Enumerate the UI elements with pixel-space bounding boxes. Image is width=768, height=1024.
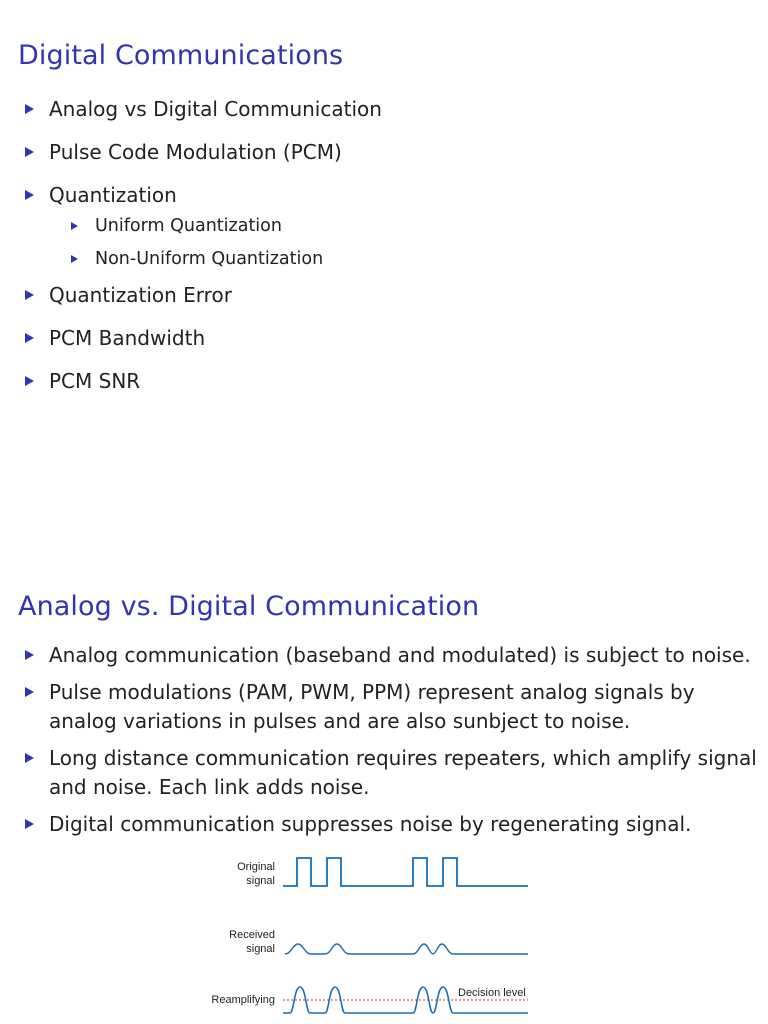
bullet-triangle-icon xyxy=(25,333,34,343)
bullet-item: Quantization Error xyxy=(25,281,382,310)
bullet-triangle-icon xyxy=(25,376,34,386)
original-signal-label-line2: signal xyxy=(246,875,275,887)
bullet-item: Quantization Uniform Quantization Non-Uniform Quantization xyxy=(25,181,382,271)
original-signal-label-line1: Original xyxy=(237,861,275,873)
bullet-item: Pulse Code Modulation (PCM) xyxy=(25,138,382,167)
bullet-list xyxy=(25,641,768,847)
bullet-item: Digital communication suppresses noise by regenerating signal. xyxy=(25,810,768,839)
reamplifying-label: Reamplifying xyxy=(211,994,275,1006)
received-signal-waveform xyxy=(285,944,528,954)
bullet-item: Analog vs Digital Communication xyxy=(25,95,382,124)
slide-title: Analog vs. Digital Communication xyxy=(18,591,480,622)
bullet-triangle-icon xyxy=(25,190,34,200)
slide-title: Digital Communications xyxy=(18,40,344,71)
bullet-triangle-icon xyxy=(25,753,34,763)
decision-level-label: Decision level xyxy=(458,987,526,999)
outline-list xyxy=(25,95,382,410)
bullet-triangle-icon xyxy=(71,255,78,263)
bullet-triangle-icon xyxy=(25,290,34,300)
sub-bullet-item: Uniform Quantization xyxy=(71,214,382,238)
bullet-triangle-icon xyxy=(25,819,34,829)
bullet-item: Analog communication (baseband and modulated) is subject to noise. xyxy=(25,641,768,670)
bullet-item: PCM SNR xyxy=(25,367,382,396)
sub-bullet-list xyxy=(71,214,382,271)
signal-diagram xyxy=(195,850,540,1024)
received-signal-label-line2: signal xyxy=(246,943,275,955)
bullet-triangle-icon xyxy=(25,687,34,697)
bullet-item: PCM Bandwidth xyxy=(25,324,382,353)
bullet-triangle-icon xyxy=(25,147,34,157)
signal-regeneration-figure xyxy=(195,850,540,1024)
bullet-item: Pulse modulations (PAM, PWM, PPM) represent analog signals by analog variations in pulses and are also sunbject to noise. xyxy=(25,678,768,736)
bullet-item: Long distance communication requires repeaters, which amplify signal and noise. Each link adds noise. xyxy=(25,744,768,802)
bullet-triangle-icon xyxy=(71,222,78,230)
original-signal-waveform xyxy=(283,858,528,886)
slide-analog-vs-digital xyxy=(0,540,768,1024)
bullet-triangle-icon xyxy=(25,650,34,660)
received-signal-label-line1: Received xyxy=(229,929,275,941)
sub-bullet-item: Non-Uniform Quantization xyxy=(71,247,382,271)
bullet-triangle-icon xyxy=(25,104,34,114)
